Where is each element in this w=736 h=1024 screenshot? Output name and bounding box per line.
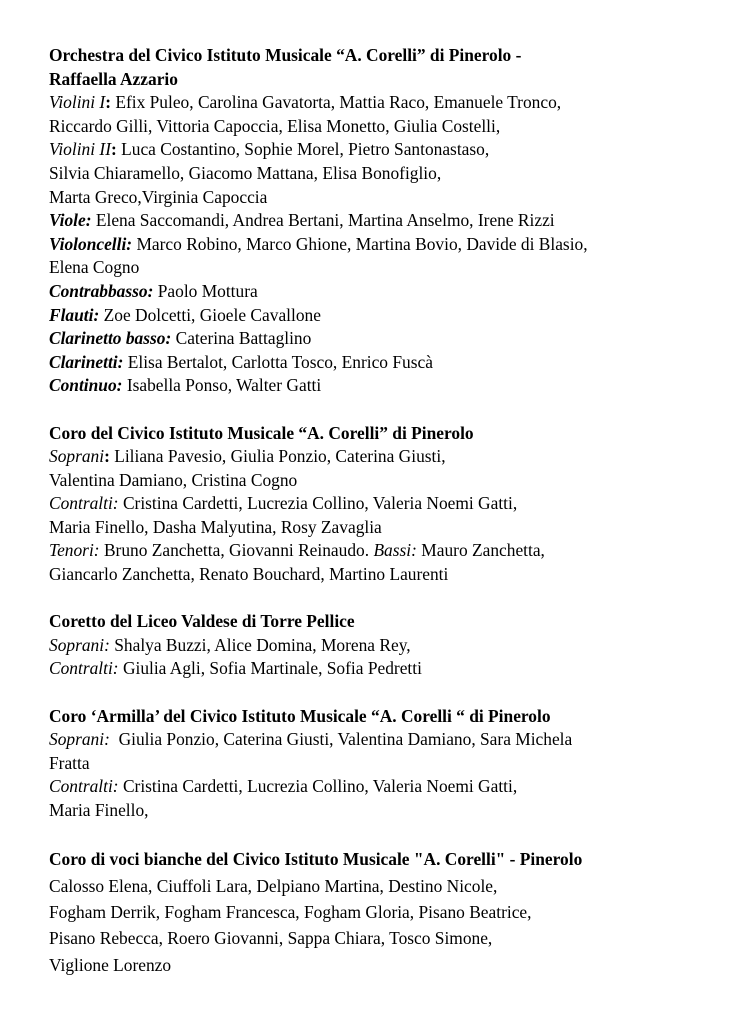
document-page xyxy=(49,44,719,978)
armilla-soprani-names: Giulia Ponzio, Caterina Giusti, Valentina Damiano, Sara Michela xyxy=(118,729,573,750)
violini-1-line: Violini I: Efix Puleo, Carolina Gavatorta, Mattia Raco, Emanuele Tronco, xyxy=(49,92,562,113)
clarinetto-basso-line xyxy=(49,327,719,351)
coretto-soprani-names: Shalya Buzzi, Alice Domina, Morena Rey, xyxy=(114,634,411,655)
violini-1-names: Efix Puleo, Carolina Gavatorta, Mattia Raco, Emanuele Tronco, xyxy=(115,92,562,113)
voci-bianche-names-line: Pisano Rebecca, Roero Giovanni, Sappa Chiara, Tosco Simone, xyxy=(49,928,493,949)
contrabbasso-label: Contrabbasso: xyxy=(49,280,154,301)
violini-2-names-cont: Silvia Chiaramello, Giacomo Mattana, Elisa Bonofiglio, xyxy=(49,162,442,183)
voci-bianche-heading: Coro di voci bianche del Civico Istituto Musicale "A. Corelli" - Pinerolo xyxy=(49,849,583,870)
flauti-names: Zoe Dolcetti, Gioele Cavallone xyxy=(103,304,321,325)
clarinetto-basso-label: Clarinetto basso: xyxy=(49,328,172,349)
coretto-heading: Coretto del Liceo Valdese di Torre Pellice xyxy=(49,611,355,632)
armilla-soprani-line xyxy=(49,728,719,752)
coro-contralti-names-cont: Maria Finello, Dasha Malyutina, Rosy Zavaglia xyxy=(49,516,382,537)
coro-tenori-names: Bruno Zanchetta, Giovanni Reinaudo. xyxy=(103,540,370,561)
coro-soprani-label: Soprani xyxy=(49,446,105,467)
coro-contralti-label: Contralti: xyxy=(49,493,119,514)
coro-soprani-names-cont: Valentina Damiano, Cristina Cogno xyxy=(49,469,298,490)
continuo-line xyxy=(49,374,719,398)
coro-heading: Coro del Civico Istituto Musicale “A. Corelli” di Pinerolo xyxy=(49,422,474,443)
violini-2-label: Violini II xyxy=(49,139,111,160)
coretto-contralti-line xyxy=(49,657,719,681)
clarinetti-label: Clarinetti: xyxy=(49,351,124,372)
armilla-contralti-label: Contralti: xyxy=(49,776,119,797)
armilla-section xyxy=(49,705,719,823)
violoncelli-label: Violoncelli: xyxy=(49,233,133,254)
orchestra-conductor: Raffaella Azzario xyxy=(49,68,178,89)
violini-1-names-cont: Riccardo Gilli, Vittoria Capoccia, Elisa Monetto, Giulia Costelli, xyxy=(49,115,501,136)
violoncelli-names: Marco Robino, Marco Ghione, Martina Bovio, Davide di Blasio, xyxy=(136,233,588,254)
coretto-contralti-names: Giulia Agli, Sofia Martinale, Sofia Pedretti xyxy=(122,658,422,679)
coro-tenori-bassi-line xyxy=(49,539,719,563)
orchestra-heading: Orchestra del Civico Istituto Musicale “A. Corelli” di Pinerolo - xyxy=(49,45,522,65)
coro-tenori-label: Tenori: xyxy=(49,540,100,561)
section-spacer xyxy=(49,587,719,611)
viole-label: Viole: xyxy=(49,210,92,231)
contrabbasso-names: Paolo Mottura xyxy=(157,280,258,301)
violoncelli-line xyxy=(49,233,719,257)
armilla-contralti-names-cont: Maria Finello, xyxy=(49,800,149,820)
coro-soprani-names: Liliana Pavesio, Giulia Ponzio, Caterina Giusti, xyxy=(114,446,446,467)
armilla-contralti-line xyxy=(49,775,719,799)
continuo-names: Isabella Ponso, Walter Gatti xyxy=(126,375,322,396)
violoncelli-names-cont: Elena Cogno xyxy=(49,257,140,278)
section-spacer xyxy=(49,681,719,705)
armilla-soprani-label: Soprani: xyxy=(49,729,110,750)
continuo-label: Continuo: xyxy=(49,375,123,396)
coro-bassi-names: Mauro Zanchetta, xyxy=(421,540,545,561)
orchestra-section xyxy=(49,44,719,398)
clarinetti-names: Elisa Bertalot, Carlotta Tosco, Enrico Fuscà xyxy=(127,351,433,372)
viole-line xyxy=(49,209,719,233)
armilla-heading: Coro ‘Armilla’ del Civico Istituto Musicale “A. Corelli “ di Pinerolo xyxy=(49,705,551,726)
voci-bianche-names-line: Calosso Elena, Ciuffoli Lara, Delpiano Martina, Destino Nicole, xyxy=(49,875,498,896)
armilla-contralti-names: Cristina Cardetti, Lucrezia Collino, Valeria Noemi Gatti, xyxy=(122,776,518,797)
voci-bianche-names-line: Fogham Derrik, Fogham Francesca, Fogham Gloria, Pisano Beatrice, xyxy=(49,902,532,922)
violini-2-line: Violini II: Luca Costantino, Sophie Morel, Pietro Santonastaso, xyxy=(49,139,490,160)
flauti-line xyxy=(49,304,719,328)
voci-bianche-section xyxy=(49,846,719,978)
viole-names: Elena Saccomandi, Andrea Bertani, Martina Anselmo, Irene Rizzi xyxy=(95,210,555,231)
coro-soprani-line: Soprani: Liliana Pavesio, Giulia Ponzio, Caterina Giusti, xyxy=(49,446,446,467)
section-spacer xyxy=(49,823,719,847)
coretto-soprani-label: Soprani: xyxy=(49,634,110,655)
clarinetti-line xyxy=(49,351,719,375)
coro-contralti-names: Cristina Cardetti, Lucrezia Collino, Valeria Noemi Gatti, xyxy=(122,493,518,514)
violini-1-label: Violini I xyxy=(49,92,106,113)
coretto-section xyxy=(49,610,719,681)
coro-section xyxy=(49,422,719,587)
armilla-soprani-names-cont: Fratta xyxy=(49,752,90,773)
section-spacer xyxy=(49,398,719,422)
flauti-label: Flauti: xyxy=(49,304,100,325)
coro-bassi-label: Bassi: xyxy=(373,540,417,561)
violini-2-names: Luca Costantino, Sophie Morel, Pietro Santonastaso, xyxy=(121,139,490,160)
coretto-contralti-label: Contralti: xyxy=(49,658,119,679)
contrabbasso-line xyxy=(49,280,719,304)
coretto-soprani-line xyxy=(49,634,719,658)
voci-bianche-names-line: Viglione Lorenzo xyxy=(49,954,172,975)
coro-bassi-names-cont: Giancarlo Zanchetta, Renato Bouchard, Martino Laurenti xyxy=(49,564,449,585)
violini-2-names-cont2: Marta Greco,Virginia Capoccia xyxy=(49,186,268,207)
coro-contralti-line xyxy=(49,492,719,516)
clarinetto-basso-names: Caterina Battaglino xyxy=(175,328,312,349)
